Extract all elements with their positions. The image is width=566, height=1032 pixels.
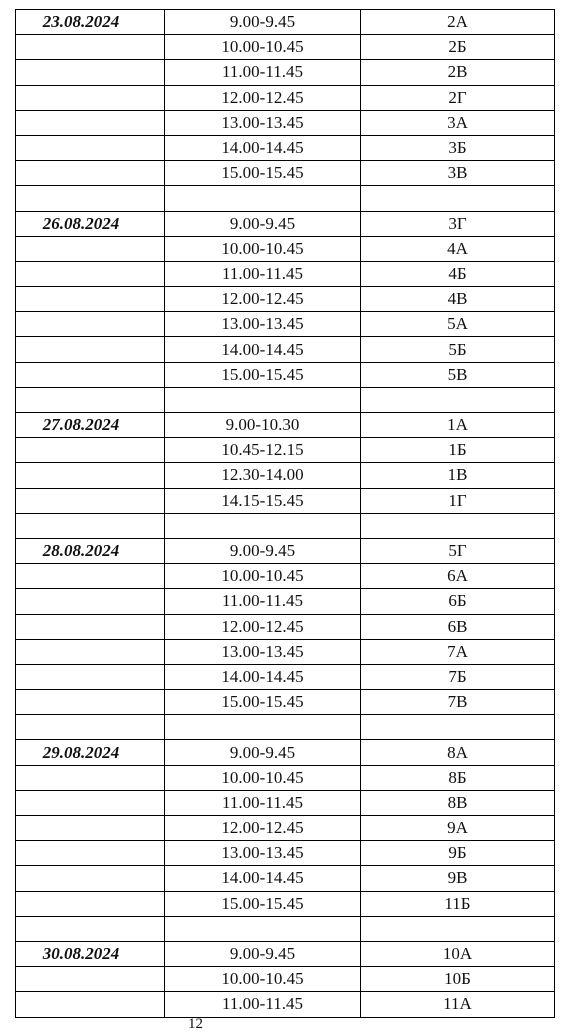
time-cell: [165, 715, 361, 740]
class-cell: 8А: [361, 740, 555, 765]
time-cell: 13.00-13.45: [165, 110, 361, 135]
class-cell: 5В: [361, 362, 555, 387]
class-cell: 4В: [361, 287, 555, 312]
date-cell: [16, 891, 165, 916]
date-cell: 30.08.2024: [16, 941, 165, 966]
table-row: [16, 488, 555, 513]
date-cell: [16, 387, 165, 412]
table-row: [16, 690, 555, 715]
class-cell: 5А: [361, 312, 555, 337]
time-cell: 10.45-12.15: [165, 438, 361, 463]
time-cell: [165, 387, 361, 412]
date-cell: [16, 236, 165, 261]
time-cell: 10.00-10.45: [165, 236, 361, 261]
date-cell: [16, 287, 165, 312]
date-cell: [16, 790, 165, 815]
class-cell: 11Б: [361, 891, 555, 916]
time-cell: 15.00-15.45: [165, 690, 361, 715]
table-row: [16, 664, 555, 689]
time-cell: 14.15-15.45: [165, 488, 361, 513]
separator-row: [16, 387, 555, 412]
table-row: [16, 816, 555, 841]
table-row: [16, 463, 555, 488]
date-cell: [16, 564, 165, 589]
separator-row: [16, 513, 555, 538]
table-row: [16, 261, 555, 286]
table-row: [16, 891, 555, 916]
date-cell: [16, 866, 165, 891]
table-row: [16, 35, 555, 60]
date-cell: [16, 916, 165, 941]
date-cell: 28.08.2024: [16, 538, 165, 563]
class-cell: [361, 186, 555, 211]
class-cell: 3Б: [361, 135, 555, 160]
time-cell: 9.00-9.45: [165, 740, 361, 765]
time-cell: 9.00-9.45: [165, 941, 361, 966]
date-cell: [16, 312, 165, 337]
table-row: [16, 312, 555, 337]
time-cell: 12.00-12.45: [165, 287, 361, 312]
time-cell: 13.00-13.45: [165, 841, 361, 866]
separator-row: [16, 715, 555, 740]
class-cell: 6А: [361, 564, 555, 589]
time-cell: 14.00-14.45: [165, 866, 361, 891]
date-cell: [16, 110, 165, 135]
date-cell: [16, 337, 165, 362]
class-cell: [361, 916, 555, 941]
time-cell: 9.00-9.45: [165, 538, 361, 563]
date-cell: [16, 463, 165, 488]
class-cell: 5Г: [361, 538, 555, 563]
class-cell: 10Б: [361, 967, 555, 992]
table-row: [16, 211, 555, 236]
class-cell: 7В: [361, 690, 555, 715]
time-cell: 9.00-9.45: [165, 10, 361, 35]
table-row: [16, 337, 555, 362]
class-cell: 7А: [361, 639, 555, 664]
class-cell: 6В: [361, 614, 555, 639]
date-cell: [16, 690, 165, 715]
table-row: [16, 740, 555, 765]
table-row: [16, 992, 555, 1017]
class-cell: 2В: [361, 60, 555, 85]
class-cell: 1В: [361, 463, 555, 488]
class-cell: 1Б: [361, 438, 555, 463]
date-cell: [16, 488, 165, 513]
time-cell: 11.00-11.45: [165, 589, 361, 614]
class-cell: 8В: [361, 790, 555, 815]
class-cell: 4Б: [361, 261, 555, 286]
date-cell: [16, 261, 165, 286]
class-cell: 3В: [361, 161, 555, 186]
class-cell: 9А: [361, 816, 555, 841]
table-row: [16, 362, 555, 387]
date-cell: [16, 765, 165, 790]
table-row: [16, 135, 555, 160]
schedule-body: [16, 10, 555, 1018]
class-cell: 2Б: [361, 35, 555, 60]
date-cell: 23.08.2024: [16, 10, 165, 35]
date-cell: [16, 589, 165, 614]
table-row: [16, 614, 555, 639]
class-cell: 5Б: [361, 337, 555, 362]
class-cell: 1Г: [361, 488, 555, 513]
table-row: [16, 287, 555, 312]
class-cell: 9В: [361, 866, 555, 891]
time-cell: 11.00-11.45: [165, 790, 361, 815]
date-cell: [16, 664, 165, 689]
table-row: [16, 639, 555, 664]
time-cell: 15.00-15.45: [165, 891, 361, 916]
table-row: [16, 161, 555, 186]
class-cell: 9Б: [361, 841, 555, 866]
date-cell: [16, 841, 165, 866]
time-cell: 12.00-12.45: [165, 614, 361, 639]
date-cell: [16, 135, 165, 160]
separator-row: [16, 186, 555, 211]
time-cell: 9.00-10.30: [165, 413, 361, 438]
table-row: [16, 413, 555, 438]
class-cell: 2А: [361, 10, 555, 35]
class-cell: 3А: [361, 110, 555, 135]
date-cell: 26.08.2024: [16, 211, 165, 236]
time-cell: 12.30-14.00: [165, 463, 361, 488]
date-cell: [16, 715, 165, 740]
date-cell: [16, 992, 165, 1017]
time-cell: 12.00-12.45: [165, 85, 361, 110]
table-row: [16, 765, 555, 790]
time-cell: 11.00-11.45: [165, 261, 361, 286]
class-cell: 8Б: [361, 765, 555, 790]
class-cell: 10А: [361, 941, 555, 966]
class-cell: 6Б: [361, 589, 555, 614]
table-row: [16, 538, 555, 563]
class-cell: 2Г: [361, 85, 555, 110]
time-cell: 13.00-13.45: [165, 312, 361, 337]
table-row: [16, 790, 555, 815]
date-cell: [16, 186, 165, 211]
time-cell: 14.00-14.45: [165, 135, 361, 160]
class-cell: 4А: [361, 236, 555, 261]
time-cell: 13.00-13.45: [165, 639, 361, 664]
date-cell: 27.08.2024: [16, 413, 165, 438]
table-row: [16, 10, 555, 35]
time-cell: 10.00-10.45: [165, 967, 361, 992]
time-cell: 14.00-14.45: [165, 664, 361, 689]
class-cell: 7Б: [361, 664, 555, 689]
time-cell: 9.00-9.45: [165, 211, 361, 236]
table-row: [16, 841, 555, 866]
date-cell: 29.08.2024: [16, 740, 165, 765]
date-cell: [16, 362, 165, 387]
schedule-table: [15, 9, 555, 1018]
time-cell: [165, 186, 361, 211]
date-cell: [16, 513, 165, 538]
table-row: [16, 236, 555, 261]
date-cell: [16, 967, 165, 992]
date-cell: [16, 614, 165, 639]
class-cell: [361, 715, 555, 740]
table-row: [16, 60, 555, 85]
class-cell: 3Г: [361, 211, 555, 236]
time-cell: 12.00-12.45: [165, 816, 361, 841]
table-row: [16, 438, 555, 463]
date-cell: [16, 35, 165, 60]
time-cell: [165, 916, 361, 941]
table-row: [16, 967, 555, 992]
date-cell: [16, 438, 165, 463]
date-cell: [16, 639, 165, 664]
date-cell: [16, 60, 165, 85]
table-row: [16, 85, 555, 110]
class-cell: [361, 513, 555, 538]
time-cell: 15.00-15.45: [165, 362, 361, 387]
time-cell: 15.00-15.45: [165, 161, 361, 186]
date-cell: [16, 85, 165, 110]
table-row: [16, 866, 555, 891]
time-cell: 10.00-10.45: [165, 765, 361, 790]
time-cell: 14.00-14.45: [165, 337, 361, 362]
time-cell: 11.00-11.45: [165, 992, 361, 1017]
class-cell: 11А: [361, 992, 555, 1017]
class-cell: 1А: [361, 413, 555, 438]
page-number: 12: [188, 1016, 203, 1032]
table-row: [16, 589, 555, 614]
time-cell: 10.00-10.45: [165, 564, 361, 589]
table-row: [16, 110, 555, 135]
time-cell: [165, 513, 361, 538]
time-cell: 11.00-11.45: [165, 60, 361, 85]
time-cell: 10.00-10.45: [165, 35, 361, 60]
table-row: [16, 941, 555, 966]
table-row: [16, 564, 555, 589]
date-cell: [16, 161, 165, 186]
class-cell: [361, 387, 555, 412]
separator-row: [16, 916, 555, 941]
date-cell: [16, 816, 165, 841]
